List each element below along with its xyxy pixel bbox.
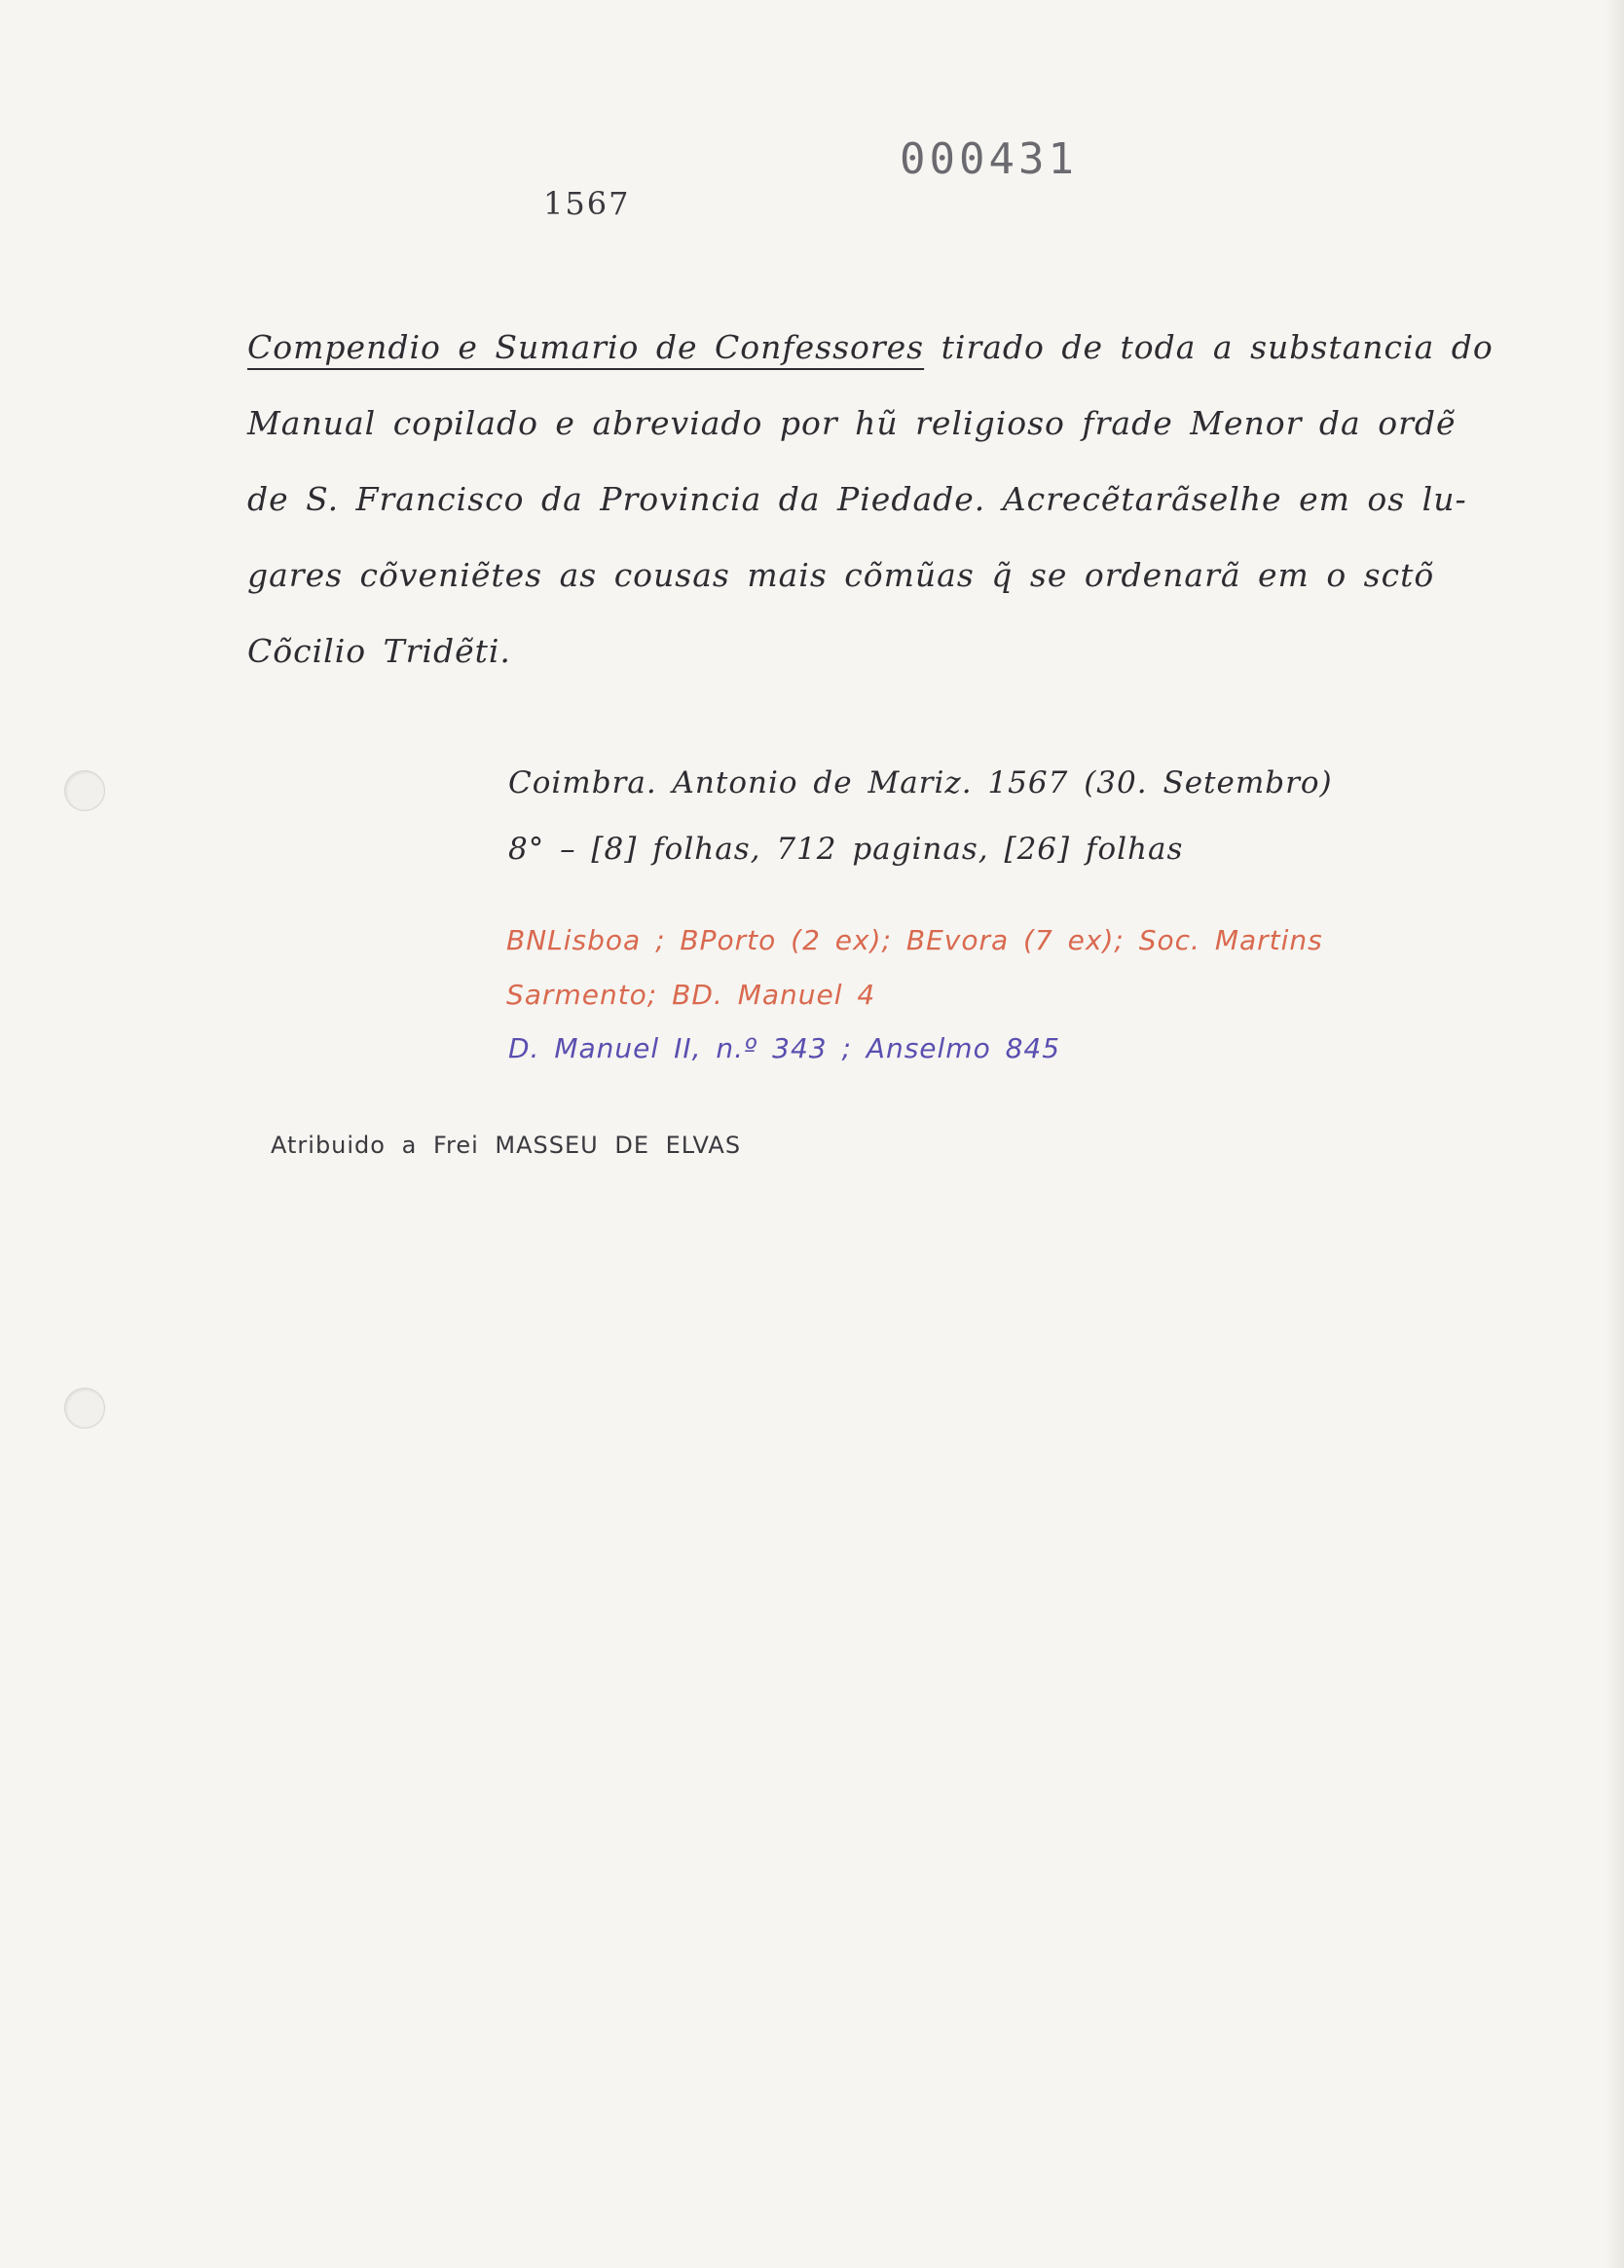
punch-hole [64, 1388, 105, 1429]
stamp-number: 000431 [900, 134, 1078, 184]
year-heading: 1567 [543, 185, 631, 222]
collation-line: 8° – [8] folhas, 712 paginas, [26] folhas [508, 832, 1184, 867]
title-description [247, 310, 1494, 689]
punch-hole [64, 770, 105, 811]
holdings-list [506, 913, 1480, 1022]
paper-edge [1606, 0, 1624, 2268]
work-title: Compendio e Sumario de Confessores [247, 328, 925, 366]
description-text: tirado de toda a substancia do [941, 328, 1494, 366]
attribution-note: Atribuido a Frei MASSEU DE ELVAS [271, 1132, 742, 1159]
description-line-5: Cõcilio Tridẽti. [247, 632, 511, 670]
description-line-1 [247, 310, 1494, 386]
holdings-line-1: BNLisboa ; BPorto (2 ex); BEvora (7 ex); Soc. Martins [506, 924, 1323, 956]
description-line-2: Manual copilado e abreviado por hũ religioso frade Menor da ordẽ [247, 404, 1457, 442]
description-line-3: de S. Francisco da Provincia da Piedade. Acrecẽtarãselhe em os lu- [247, 480, 1467, 518]
references-line: D. Manuel II, n.º 343 ; Anselmo 845 [508, 1032, 1061, 1064]
imprint-line: Coimbra. Antonio de Mariz. 1567 (30. Setembro) [508, 765, 1333, 800]
description-line-4: gares cõveniẽtes as cousas mais cõmũas q̃ se ordenarã em o sctõ [247, 556, 1435, 594]
holdings-line-2: Sarmento; BD. Manuel 4 [506, 979, 876, 1011]
imprint-block [508, 750, 1333, 882]
